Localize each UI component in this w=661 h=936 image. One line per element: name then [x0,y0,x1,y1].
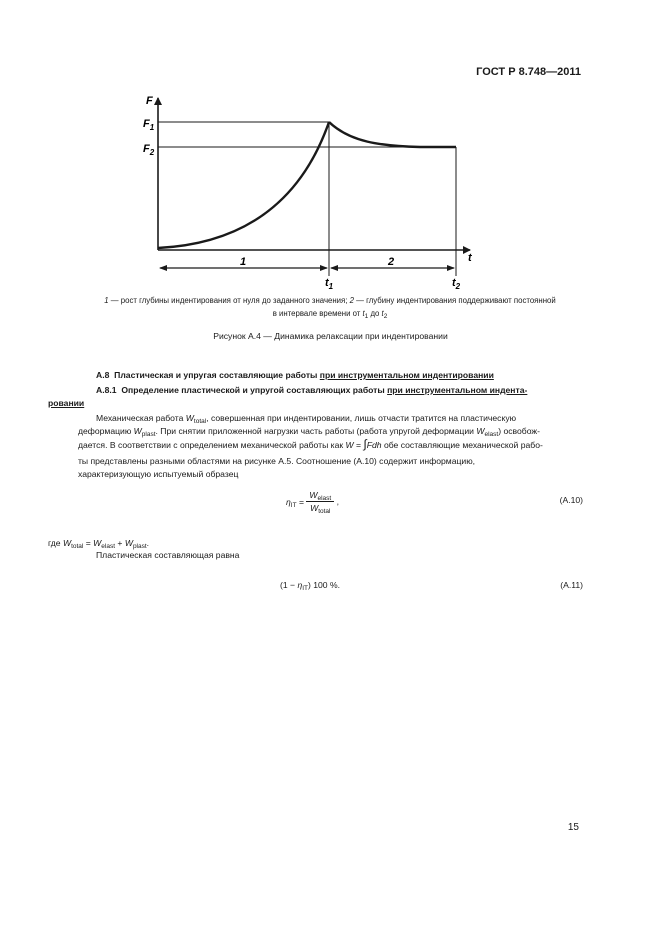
plastic-intro: Пластическая составляющая равна [96,550,240,560]
paragraph-line-4: ты представлены разными областями на рисунке А.5. Соотношение (А.10) содержит информацию, [78,456,476,466]
interval-2-arrow-right [447,265,455,271]
formula-a10: $\eta_{IT}$ = $\frac{W_{elast}}{W_{total}}$ , [286,490,339,515]
formula-a11-number: (А.11) [560,580,583,590]
page-number: 15 [567,822,579,833]
paragraph-line-2: деформацию $W_{plast}$. При снятии приложенной нагрузки часть работы (работа упругой деформации $W_{elast}$) освобож- [78,426,541,438]
t1-label: $t_1$ [325,277,334,291]
interval-1-arrow-right [320,265,328,271]
t2-label: $t_2$ [452,277,461,291]
standard-header: ГОСТ Р 8.748—2011 [476,66,581,78]
formula-a11: $(1 - \eta_{IT})$ 100 %. [280,580,341,592]
paragraph-line-5: характеризующую испытуемый образец [78,469,239,479]
where-line: где $W_{total} = W_{elast} + W_{plast}$. [48,538,150,550]
paragraph-line-1: Механическая работа $W_{total}$, совершенная при индентировании, лишь отчасти тратится на пластическую [96,413,517,425]
f1-label: $F_1$ [143,118,155,132]
relaxation-diagram [0,0,661,300]
section-a8-heading: А.8 Пластическая и упругая составляющие работы при инструментальном индентировании [96,370,494,380]
interval-1-arrow-left [159,265,167,271]
f2-label: $F_2$ [143,143,155,157]
section-a81-heading-cont: ровании [48,398,85,408]
section-a81-heading: А.8.1 Определение пластической и упругой составляющих работы при инструментальном индента- [96,385,528,395]
figure-caption: Рисунок А.4 — Динамика релаксации при индентировании [213,331,448,341]
y-axis-label: F [146,95,153,107]
loading-curve [158,122,329,248]
paragraph-line-3: дается. В соответствии с определением механической работы как W = ∫Fdh обе составляющие механической рабо- [78,437,543,451]
x-axis-label: t [468,252,472,264]
figure-note-line-1: 1 — рост глубины индентирования от нуля до заданного значения; 2 — глубину индентирования поддерживают постоянной [104,296,556,305]
figure-note-line-2: в интервале времени от $t_1$ до $t_2$ [272,309,388,320]
formula-a10-number: (А.10) [559,495,583,505]
interval-2-label: 2 [388,256,395,268]
interval-2-arrow-left [330,265,338,271]
figure-note [70,294,590,320]
formula-a10-fraction: $\frac{W_{elast}}{W_{total}}$ [306,490,334,513]
integral-sign: ∫ [363,437,367,451]
interval-1-label: 1 [240,256,247,268]
relaxation-curve [329,122,456,147]
